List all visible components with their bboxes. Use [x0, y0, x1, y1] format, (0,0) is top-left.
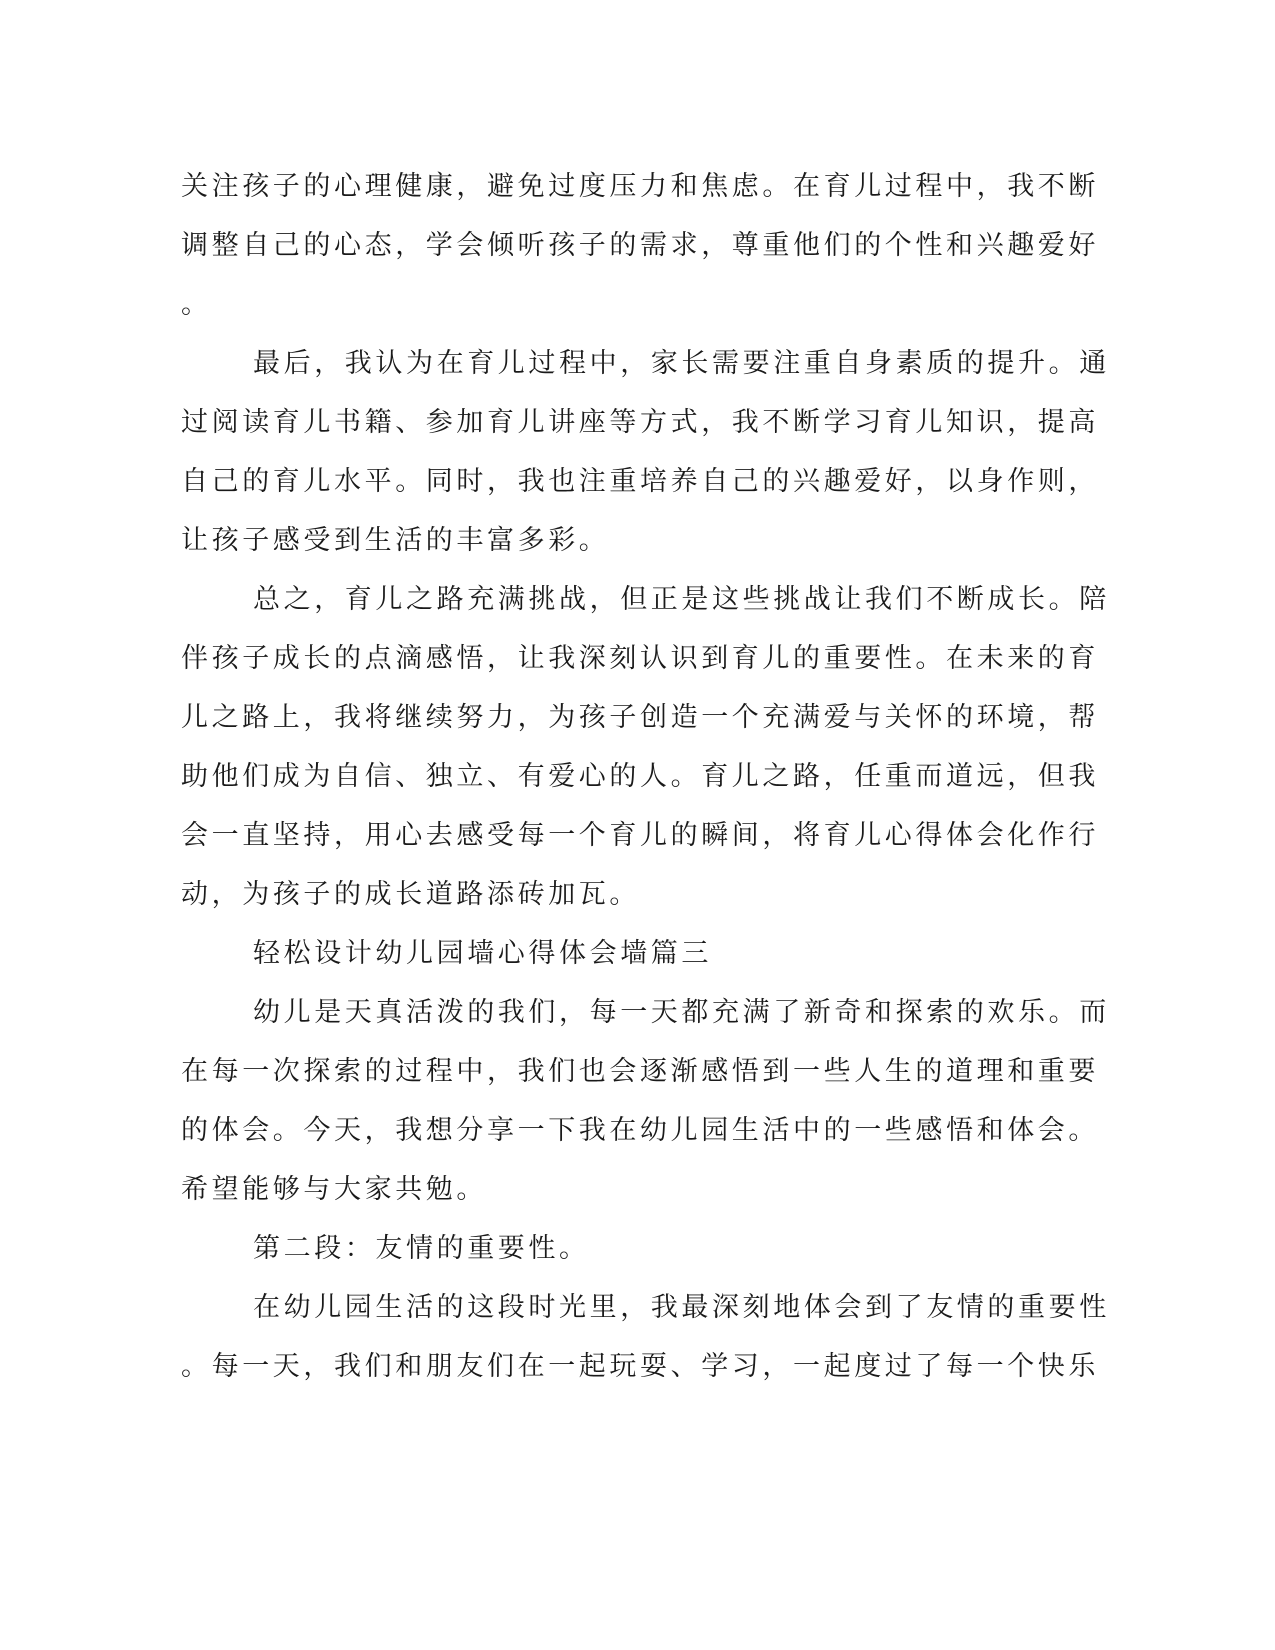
text-line: 让孩子感受到生活的丰富多彩。: [181, 525, 610, 556]
paragraph-first-line: 在幼儿园生活的这段时光里，我最深刻地体会到了友情的重要性: [253, 1292, 1110, 1323]
text-line: 动，为孩子的成长道路添砖加瓦。: [181, 879, 640, 910]
text-line: 自己的育儿水平。同时，我也注重培养自己的兴趣爱好，以身作则，: [181, 466, 1099, 497]
text-line: 助他们成为自信、独立、有爱心的人。育儿之路，任重而道远，但我: [181, 761, 1099, 792]
text-line: 调整自己的心态，学会倾听孩子的需求，尊重他们的个性和兴趣爱好: [181, 230, 1099, 261]
text-line: 在每一次探索的过程中，我们也会逐渐感悟到一些人生的道理和重要: [181, 1056, 1099, 1087]
subsection-heading: 第二段：友情的重要性。: [253, 1233, 590, 1264]
section-heading: 轻松设计幼儿园墙心得体会墙篇三: [253, 938, 712, 969]
text-line: 过阅读育儿书籍、参加育儿讲座等方式，我不断学习育儿知识，提高: [181, 407, 1099, 438]
text-line: 的体会。今天，我想分享一下我在幼儿园生活中的一些感悟和体会。: [181, 1115, 1099, 1146]
text-line: 伴孩子成长的点滴感悟，让我深刻认识到育儿的重要性。在未来的育: [181, 643, 1099, 674]
document-body: [181, 157, 1110, 1396]
text-line: 关注孩子的心理健康，避免过度压力和焦虑。在育儿过程中，我不断: [181, 171, 1099, 202]
paragraph-first-line: 总之，育儿之路充满挑战，但正是这些挑战让我们不断成长。陪: [253, 584, 1110, 615]
paragraph-first-line: 幼儿是天真活泼的我们，每一天都充满了新奇和探索的欢乐。而: [253, 997, 1110, 1028]
paragraph-first-line: 最后，我认为在育儿过程中，家长需要注重自身素质的提升。通: [253, 348, 1110, 379]
text-line: 希望能够与大家共勉。: [181, 1174, 487, 1205]
text-line: 儿之路上，我将继续努力，为孩子创造一个充满爱与关怀的环境，帮: [181, 702, 1099, 733]
text-line: 。每一天，我们和朋友们在一起玩耍、学习，一起度过了每一个快乐: [181, 1351, 1099, 1382]
text-line: 会一直坚持，用心去感受每一个育儿的瞬间，将育儿心得体会化作行: [181, 820, 1099, 851]
text-line: 。: [181, 289, 212, 320]
